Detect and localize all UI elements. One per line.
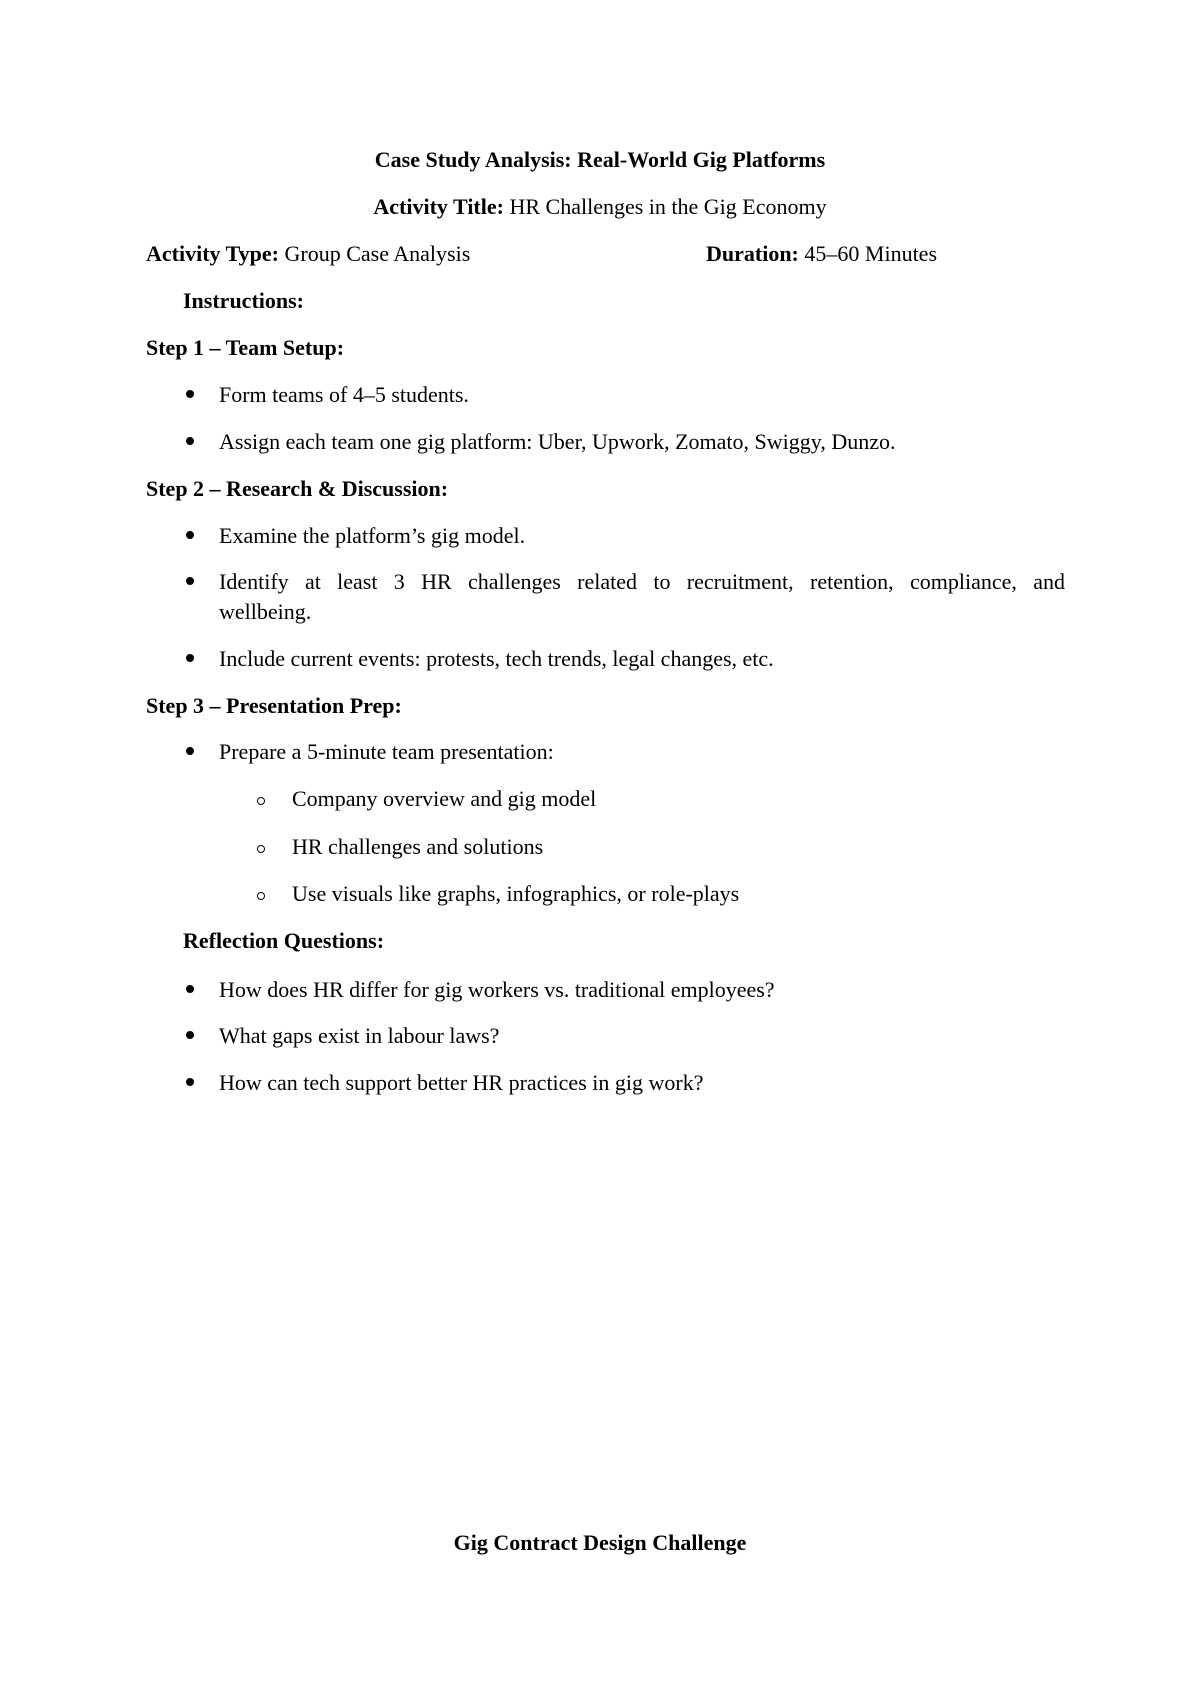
bullet-icon	[186, 577, 194, 585]
activity-title-label: Activity Title:	[373, 194, 504, 219]
sub-list-item: Use visuals like graphs, infographics, or role-plays	[292, 881, 740, 906]
step3-heading: Step 3 – Presentation Prep:	[146, 693, 402, 718]
circle-bullet-icon	[257, 845, 265, 853]
step2-heading: Step 2 – Research & Discussion:	[146, 476, 449, 501]
list-item: Form teams of 4–5 students.	[219, 382, 469, 407]
list-item: Prepare a 5-minute team presentation:	[219, 739, 554, 764]
list-item: Include current events: protests, tech trends, legal changes, etc.	[219, 646, 774, 671]
activity-title-value: HR Challenges in the Gig Economy	[503, 194, 827, 219]
list-item: Identify at least 3 HR challenges related to recruitment, retention, compliance, and	[219, 569, 1065, 594]
bullet-icon	[186, 1031, 194, 1039]
list-item: How can tech support better HR practices in gig work?	[219, 1070, 704, 1095]
list-item-continuation: wellbeing.	[219, 599, 312, 624]
bullet-icon	[186, 654, 194, 662]
bullet-icon	[186, 985, 194, 993]
sub-list-item: Company overview and gig model	[292, 786, 597, 811]
duration-value: 45–60 Minutes	[798, 241, 938, 266]
bullet-icon	[186, 531, 194, 539]
document-title: Case Study Analysis: Real-World Gig Platforms	[374, 147, 826, 172]
reflection-heading: Reflection Questions:	[183, 928, 385, 953]
list-item: What gaps exist in labour laws?	[219, 1023, 500, 1048]
sub-list-item: HR challenges and solutions	[292, 834, 544, 859]
bullet-icon	[186, 1078, 194, 1086]
activity-type	[146, 243, 470, 265]
circle-bullet-icon	[257, 892, 265, 900]
activity-title	[0, 196, 1200, 218]
bullet-icon	[186, 390, 194, 398]
list-item: How does HR differ for gig workers vs. traditional employees?	[219, 977, 775, 1002]
list-item: Examine the platform’s gig model.	[219, 523, 526, 548]
activity-type-label: Activity Type:	[146, 241, 279, 266]
step1-heading: Step 1 – Team Setup:	[146, 335, 345, 360]
activity-type-value: Group Case Analysis	[279, 241, 471, 266]
bullet-icon	[186, 747, 194, 755]
bullet-icon	[186, 437, 194, 445]
list-item: Assign each team one gig platform: Uber, Upwork, Zomato, Swiggy, Dunzo.	[219, 429, 896, 454]
circle-bullet-icon	[257, 797, 265, 805]
duration	[706, 243, 937, 265]
instructions-heading: Instructions:	[183, 288, 305, 313]
next-section-title: Gig Contract Design Challenge	[453, 1530, 747, 1555]
duration-label: Duration:	[706, 241, 799, 266]
